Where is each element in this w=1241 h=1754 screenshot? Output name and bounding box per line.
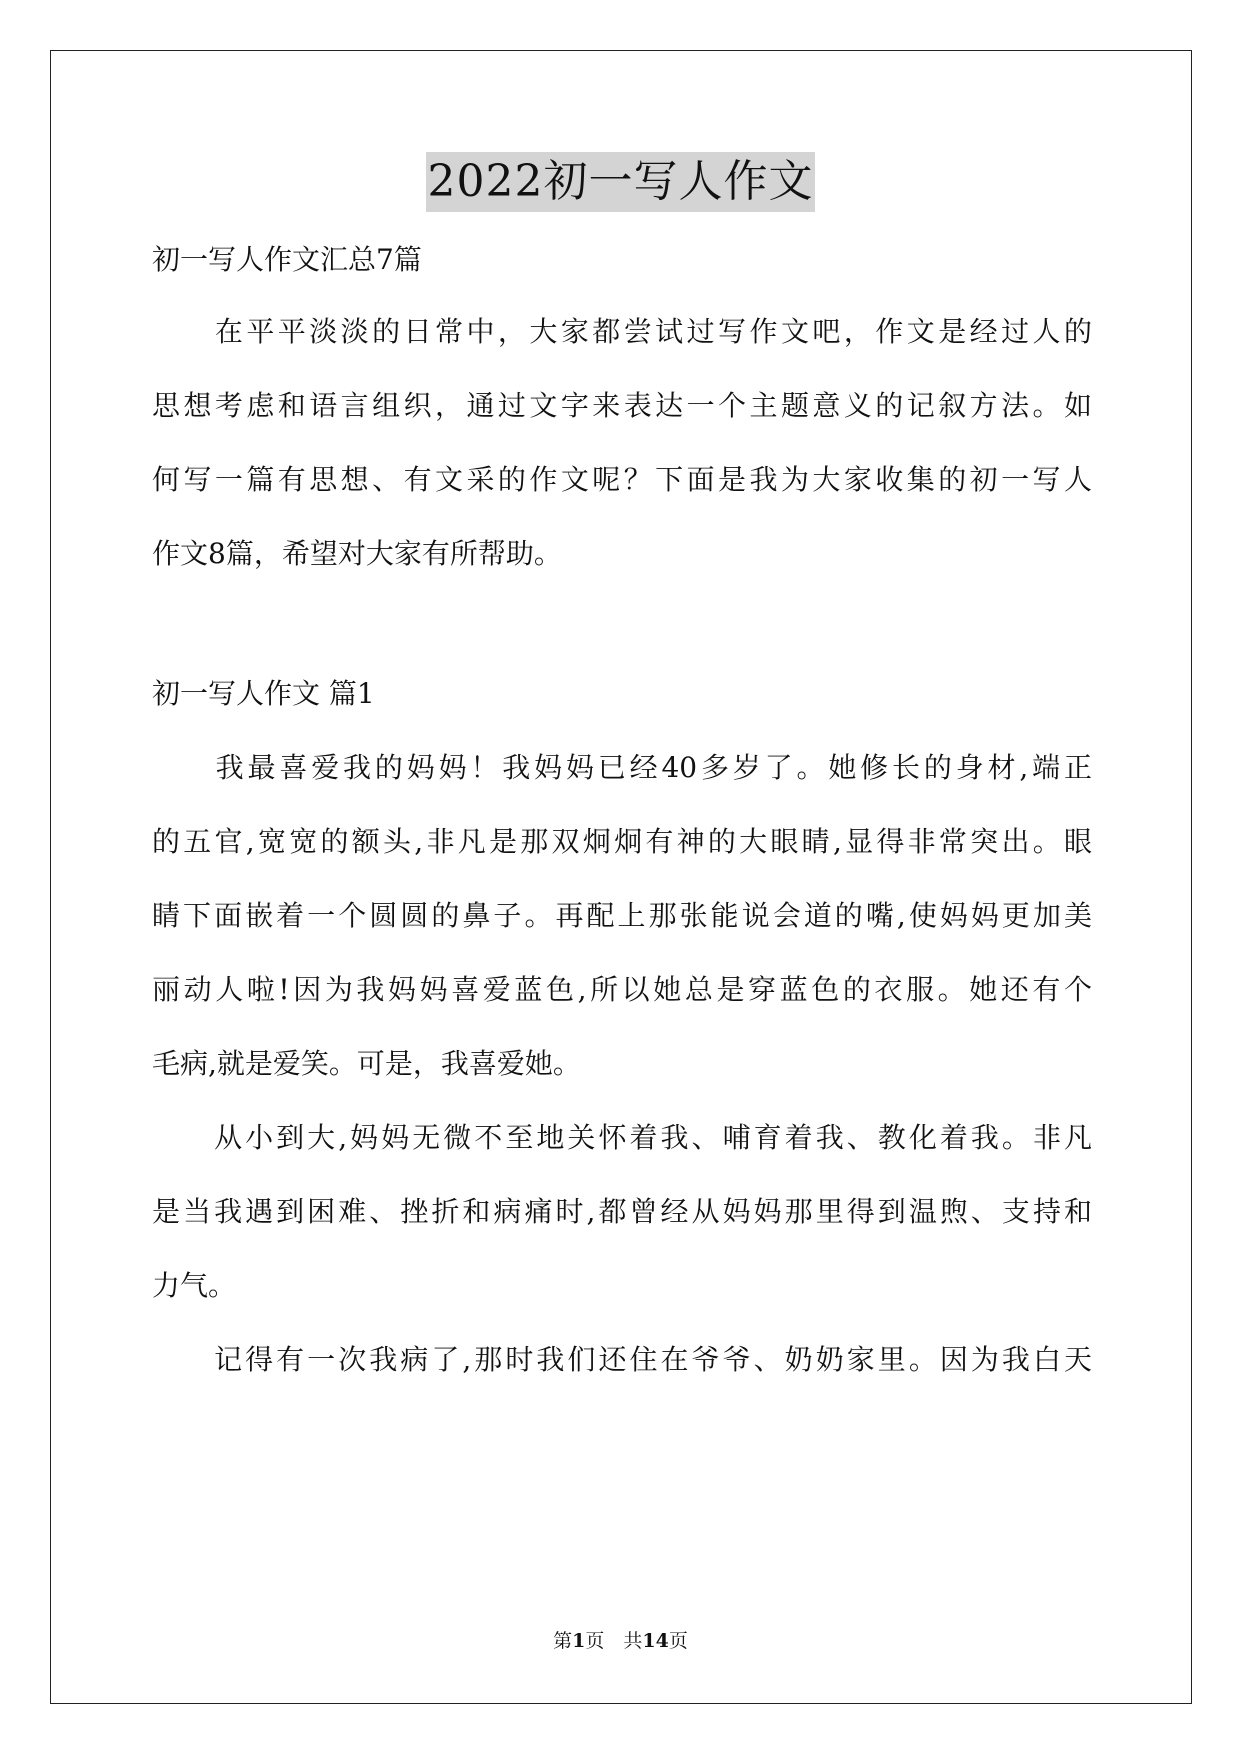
paragraph1-line-1: 我最喜爱我的妈妈！我妈妈已经40多岁了。她修长的身材,端正: [152, 751, 1092, 784]
footer-suffix: 页: [668, 1630, 688, 1652]
intro-line-3: 何写一篇有思想、有文采的作文呢？下面是我为大家收集的初一写人: [152, 463, 1092, 496]
footer-total-pages: 14: [642, 1630, 669, 1652]
footer-page-number: 1: [572, 1630, 586, 1652]
paragraph2-line-1: 从小到大,妈妈无微不至地关怀着我、哺育着我、教化着我。非凡: [152, 1121, 1092, 1154]
intro-line-2: 思想考虑和语言组织，通过文字来表达一个主题意义的记叙方法。如: [152, 389, 1092, 422]
document-title: 2022初一写人作文: [426, 152, 816, 212]
intro-line-1: 在平平淡淡的日常中，大家都尝试过写作文吧，作文是经过人的: [152, 315, 1092, 348]
page-border: [50, 50, 1192, 1704]
document-subtitle: 初一写人作文汇总7篇: [152, 243, 422, 276]
paragraph2-line-2: 是当我遇到困难、挫折和病痛时,都曾经从妈妈那里得到温煦、支持和: [152, 1195, 1092, 1228]
section-heading: 初一写人作文 篇1: [152, 677, 375, 710]
paragraph1-line-3: 睛下面嵌着一个圆圆的鼻子。再配上那张能说会道的嘴,使妈妈更加美: [152, 899, 1092, 932]
paragraph1-line-2: 的五官,宽宽的额头,非凡是那双炯炯有神的大眼睛,显得非常突出。眼: [152, 825, 1092, 858]
footer-middle: 页 共: [585, 1630, 643, 1652]
paragraph1-line-4: 丽动人啦!因为我妈妈喜爱蓝色,所以她总是穿蓝色的衣服。她还有个: [152, 973, 1092, 1006]
intro-line-4: 作文8篇，希望对大家有所帮助。: [152, 537, 562, 570]
page-footer: [0, 1628, 1241, 1654]
paragraph3-line-1: 记得有一次我病了,那时我们还住在爷爷、奶奶家里。因为我白天: [152, 1343, 1092, 1376]
footer-prefix: 第: [553, 1630, 573, 1652]
paragraph1-line-5: 毛病,就是爱笑。可是，我喜爱她。: [152, 1047, 581, 1080]
paragraph2-line-3: 力气。: [152, 1269, 237, 1302]
title-container: [0, 152, 1241, 212]
